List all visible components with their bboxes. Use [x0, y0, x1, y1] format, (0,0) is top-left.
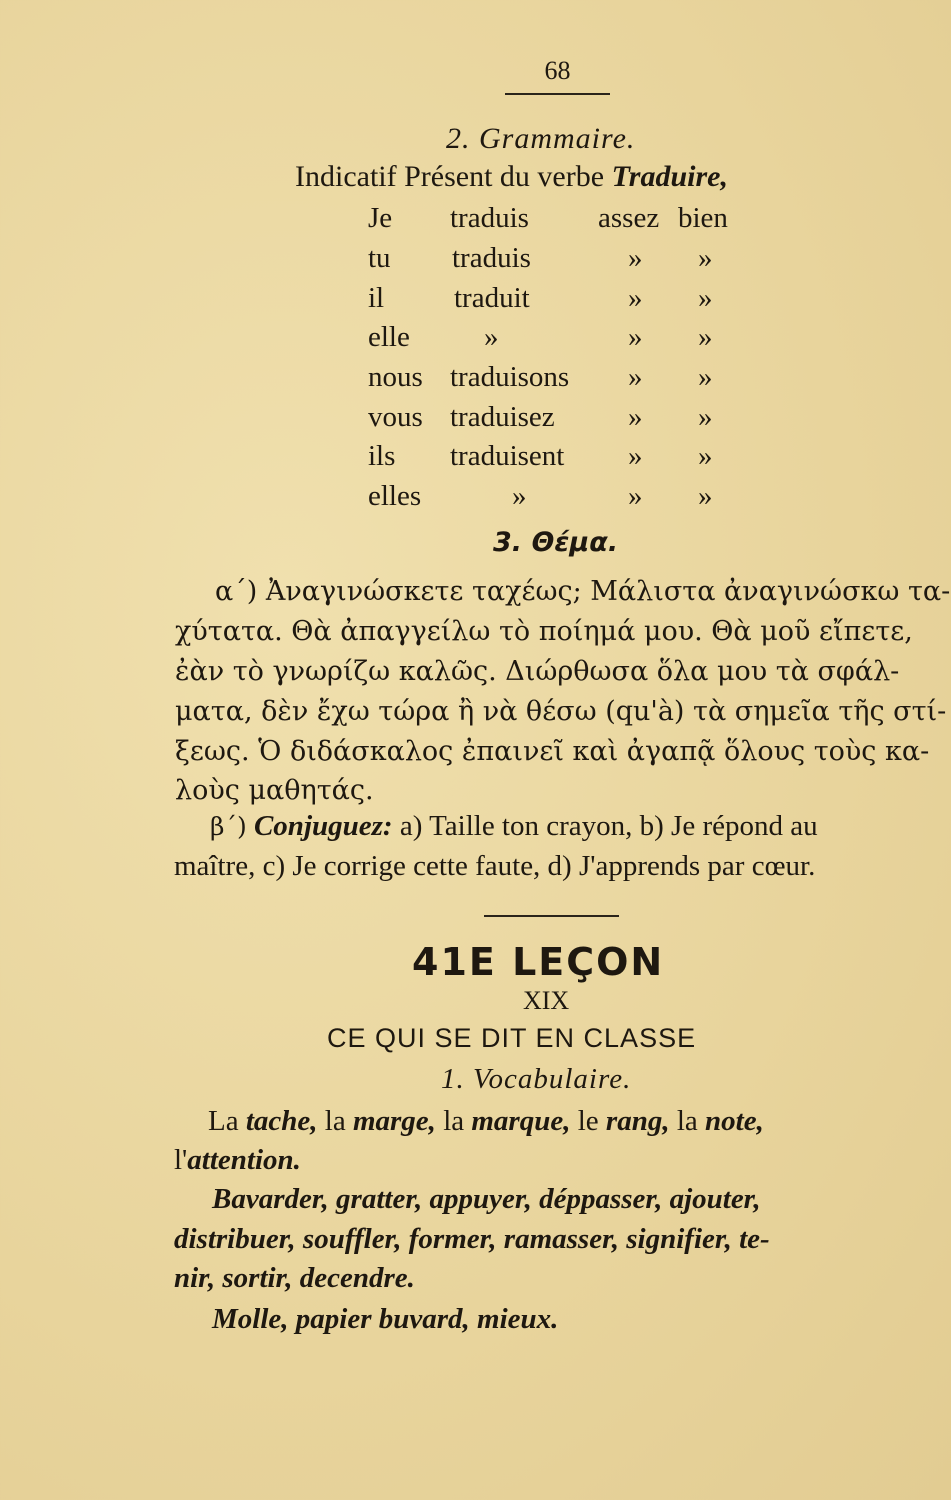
- vocab-nouns-cont: [174, 1144, 301, 1177]
- vocab-word: marge,: [352, 1105, 436, 1137]
- vocabulary-title: 1. Vocabulaire.: [441, 1063, 632, 1095]
- ditto-mark: »: [628, 401, 643, 433]
- pronoun: il: [368, 282, 385, 314]
- beta-label: β΄): [210, 812, 247, 841]
- adverb: assez: [598, 202, 660, 234]
- ditto-mark: »: [698, 440, 713, 472]
- verb-form: traduisent: [450, 440, 565, 472]
- ditto-mark: »: [698, 242, 713, 274]
- ditto-mark: »: [484, 321, 499, 353]
- ditto-mark: »: [628, 321, 643, 353]
- vocab-word: rang,: [605, 1105, 670, 1137]
- verb-form: traduisez: [450, 401, 555, 433]
- pronoun: elle: [368, 321, 410, 353]
- grammar-title: 2. Grammaire.: [446, 122, 636, 155]
- conjugation-exercise: [210, 810, 818, 843]
- text-line: ξεως. Ὁ διδάσκαλος ἐπαινεῖ καὶ ἀγαπᾷ ὅλους τοὺς κα-: [175, 736, 930, 767]
- ditto-mark: »: [698, 361, 713, 393]
- ditto-mark: »: [628, 282, 643, 314]
- lesson-title: 41E LEÇON: [412, 940, 665, 984]
- vocab-word: attention.: [187, 1144, 301, 1176]
- vocab-verbs-cont: distribuer, souffler, former, ramasser, signifier, te-: [174, 1223, 770, 1255]
- exercise-text-line: maître, c) Je corrige cette faute, d) J'apprends par cœur.: [174, 850, 816, 882]
- vocab-nouns: [208, 1105, 764, 1138]
- pronoun: elles: [368, 480, 422, 512]
- verb-form: traduis: [452, 242, 531, 274]
- pronoun: nous: [368, 361, 423, 393]
- article: le: [577, 1105, 599, 1137]
- verb-form: traduisons: [450, 361, 570, 393]
- pronoun: tu: [368, 242, 391, 274]
- page-number: 68: [544, 56, 571, 85]
- grammar-heading: [295, 160, 728, 194]
- lesson-number: XIX: [523, 986, 570, 1015]
- section-divider: [484, 915, 619, 917]
- verb-form: traduit: [454, 282, 530, 314]
- text-line: ματα, δὲν ἔχω τώρα ἢ νὰ θέσω (qu'à) τὰ σημεῖα τῆς στί-: [175, 696, 947, 727]
- pronoun: ils: [368, 440, 396, 472]
- vocab-verbs: Bavarder, gratter, appuyer, déppasser, ajouter,: [212, 1183, 761, 1215]
- article: la: [324, 1105, 346, 1137]
- vocab-misc: Molle, papier buvard, mieux.: [212, 1303, 559, 1335]
- ditto-mark: »: [628, 440, 643, 472]
- header-rule: [505, 93, 610, 95]
- pronoun: vous: [368, 401, 423, 433]
- ditto-mark: »: [698, 480, 713, 512]
- ditto-mark: »: [698, 401, 713, 433]
- vocab-word: tache,: [245, 1105, 318, 1137]
- text-line: ἐὰν τὸ γνωρίζω καλῶς. Διώρθωσα ὅλα μου τὰ σφάλ-: [175, 656, 900, 687]
- article: l': [174, 1144, 188, 1176]
- article: la: [443, 1105, 465, 1137]
- text-line: λοὺς μαθητάς.: [175, 775, 374, 806]
- grammar-heading-prefix: Indicatif Présent du verbe: [295, 160, 605, 193]
- ditto-mark: »: [628, 242, 643, 274]
- text-line: α΄) Ἀναγινώσκετε ταχέως; Μάλιστα ἀναγινώσκω τα-: [215, 576, 951, 607]
- vocab-verbs-cont: nir, sortir, decendre.: [174, 1262, 415, 1294]
- ditto-mark: »: [698, 321, 713, 353]
- text-line: χύτατα. Θὰ ἀπαγγείλω τὸ ποίημά μου. Θὰ μοῦ εἴπετε,: [175, 616, 913, 647]
- theme-title: 3. Θέμα.: [493, 527, 619, 558]
- article: la: [676, 1105, 698, 1137]
- vocab-word: note,: [705, 1105, 764, 1137]
- ditto-mark: »: [698, 282, 713, 314]
- ditto-mark: »: [628, 480, 643, 512]
- pronoun: Je: [368, 202, 393, 234]
- lesson-subtitle: CE QUI SE DIT EN CLASSE: [327, 1023, 697, 1053]
- grammar-heading-verb: Traduire,: [611, 160, 728, 193]
- article: La: [208, 1105, 239, 1137]
- adverb: bien: [678, 202, 728, 234]
- ditto-mark: »: [512, 480, 527, 512]
- vocab-word: marque,: [471, 1105, 571, 1137]
- conjuguez-label: Conjuguez:: [253, 810, 393, 842]
- exercise-text: a) Taille ton crayon, b) Je répond au: [399, 810, 818, 842]
- verb-form: traduis: [450, 202, 529, 234]
- ditto-mark: »: [628, 361, 643, 393]
